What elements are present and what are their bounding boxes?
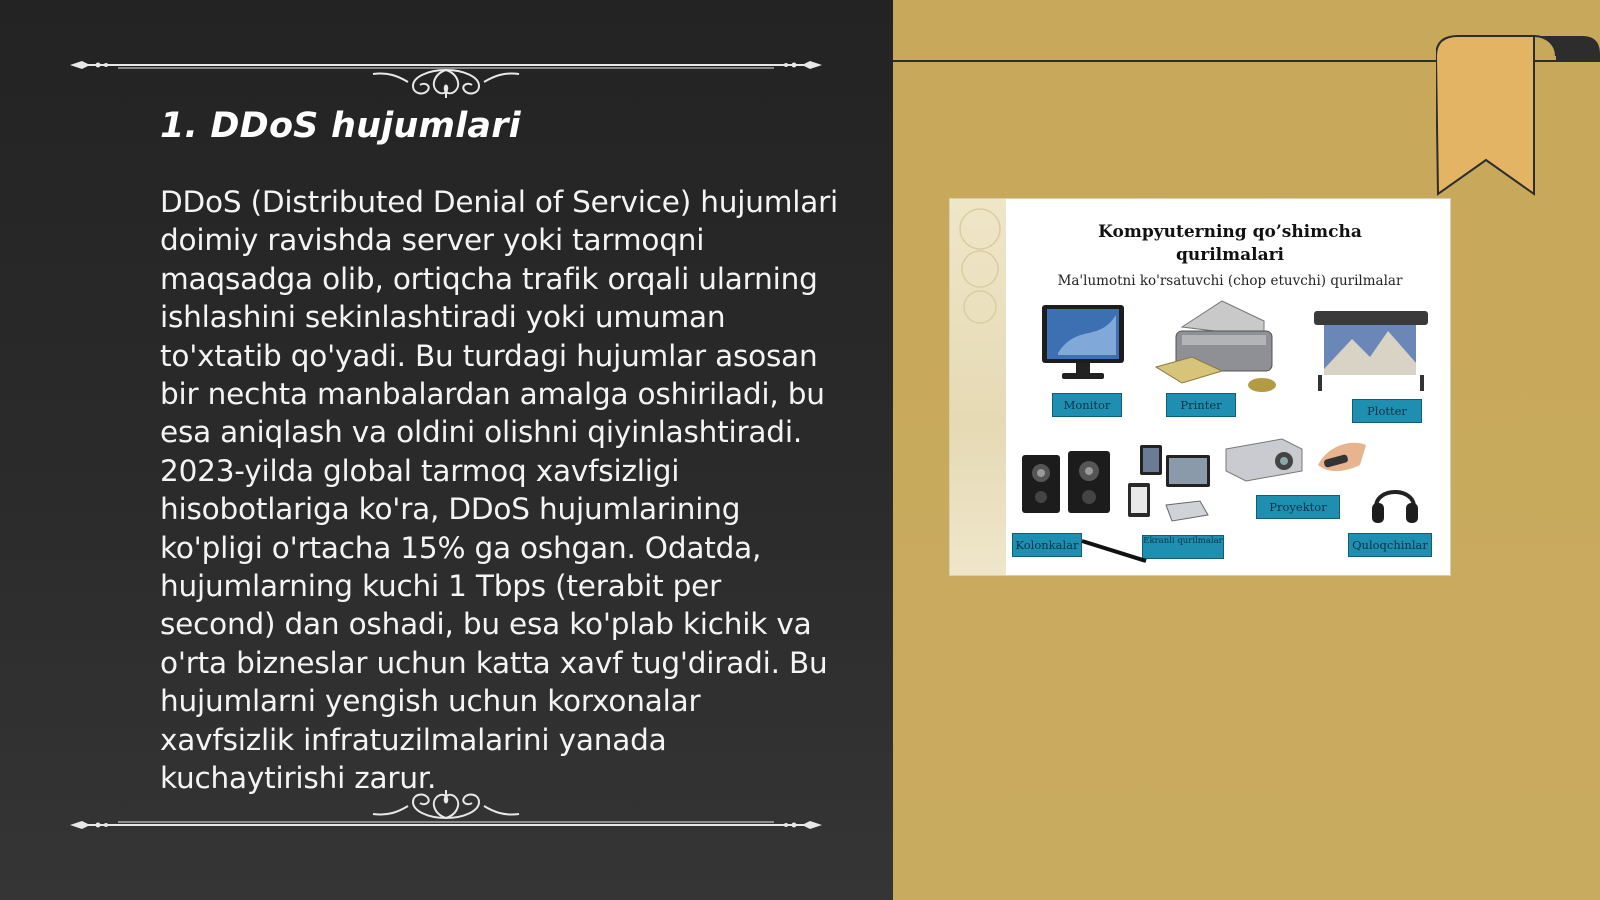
label-monitor: Monitor	[1052, 393, 1122, 417]
label-headphones: Quloqchinlar	[1348, 533, 1432, 557]
peripheral-devices-image	[950, 199, 1450, 575]
plotter-icon	[1314, 311, 1428, 391]
monitor-icon	[1038, 303, 1128, 381]
bookmark-ribbon-icon	[1436, 34, 1600, 200]
figure-decorative-strip	[950, 199, 1006, 575]
top-scroll-ornament-icon	[68, 52, 824, 100]
speaker-icon	[1022, 451, 1110, 513]
tablet-icon	[1128, 445, 1210, 521]
cable-icon	[1082, 541, 1146, 561]
figure-title: Kompyuterning qo’shimcha qurilmalari	[1098, 222, 1362, 265]
remote-hand-icon	[1318, 443, 1366, 471]
figure-subtitle: Ma'lumotni ko'rsatuvchi (chop etuvchi) qurilmalar	[1057, 273, 1403, 289]
printer-icon	[1156, 301, 1276, 392]
label-screens: Ekranli qurilmalar	[1142, 535, 1224, 559]
label-plotter: Plotter	[1352, 399, 1422, 423]
headphones-icon	[1372, 492, 1418, 523]
label-speakers: Kolonkalar	[1012, 533, 1082, 557]
label-printer: Printer	[1166, 393, 1236, 417]
label-projector: Proyektor	[1256, 495, 1340, 519]
projector-icon	[1226, 439, 1302, 481]
slide-title: 1. DDoS hujumlari	[160, 106, 521, 146]
slide-body-text: DDoS (Distributed Denial of Service) hujumlari doimiy ravishda server yoki tarmoqni maqsadga olib, ortiqcha trafik orqali ularning ishlashini sekinlashtiradi yoki umuman to'xtatib qo'yadi. Bu turdagi hujumlar asosan bir nechta manbalardan amalga oshiriladi, bu esa aniqlash va oldini olishni qiyinlashtiradi. 2023-yilda global tarmoq xavfsizligi hisobotlariga ko'ra, DDoS hujumlarining ko'pligi o'rtacha 15% ga oshgan. Odatda, hujumlarning kuchi 1 Tbps (terabit per second) dan oshadi, bu esa ko'plab kichik va o'rta bizneslar uchun katta xavf tug'diradi. Bu hujumlarni yengish uchun korxonalar xavfsizlik infratuzilmalarini yanada kuchaytirishi zarur.	[160, 185, 839, 796]
